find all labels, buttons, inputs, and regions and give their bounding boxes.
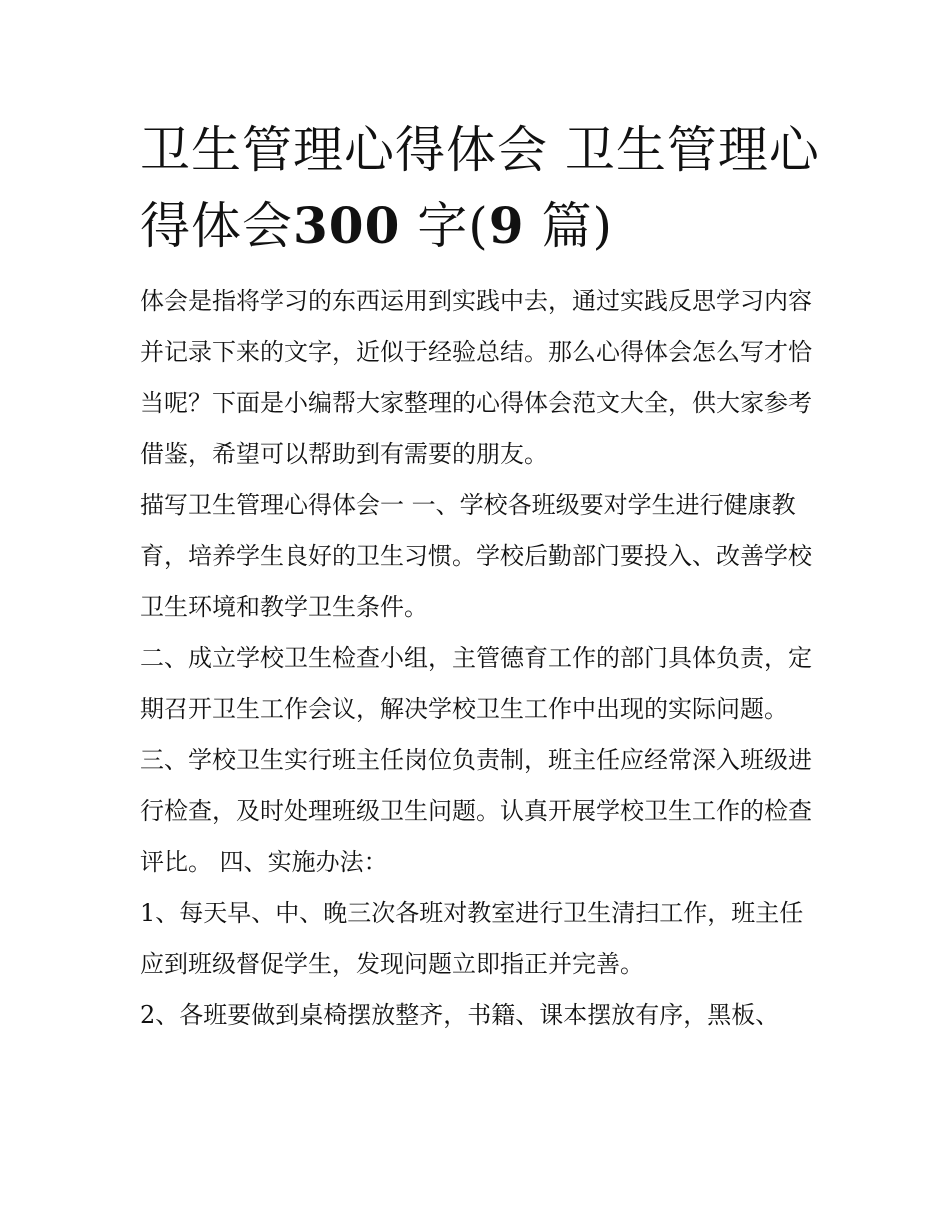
intro-paragraph: 体会是指将学习的东西运用到实践中去，通过实践反思学习内容并记录下来的文字，近似于经验总结。那么心得体会怎么写才恰当呢？下面是小编帮大家整理的心得体会范文大全，供大家参考借鉴，希望可以帮助到有需要的朋友。 xyxy=(140,287,812,468)
body-paragraph: 二、成立学校卫生检查小组，主管德育工作的部门具体负责，定期召开卫生工作会议，解决学校卫生工作中出现的实际问题。 xyxy=(140,644,812,723)
title-count: 9 xyxy=(488,196,525,255)
title-text: 卫生管理心得体会 卫生管理心得体会 xyxy=(140,121,820,255)
document-body xyxy=(140,276,820,1041)
body-paragraph: 描写卫生管理心得体会一 一、学校各班级要对学生进行健康教育，培养学生良好的卫生习惯。学校后勤部门要投入、改善学校卫生环境和教学卫生条件。 xyxy=(140,491,812,621)
document-title xyxy=(140,112,820,264)
title-number: 300 xyxy=(293,196,401,255)
body-paragraph: 2、各班要做到桌椅摆放整齐，书籍、课本摆放有序，黑板、 xyxy=(140,1001,780,1029)
body-paragraph: 三、学校卫生实行班主任岗位负责制，班主任应经常深入班级进行检查，及时处理班级卫生问题。认真开展学校卫生工作的检查评比。 四、实施办法： xyxy=(140,746,812,876)
body-paragraph: 1、每天早、中、晚三次各班对教室进行卫生清扫工作，班主任应到班级督促学生，发现问题立即指正并完善。 xyxy=(140,899,804,978)
title-unit: 字( xyxy=(400,197,489,255)
title-suffix: 篇) xyxy=(524,197,613,255)
